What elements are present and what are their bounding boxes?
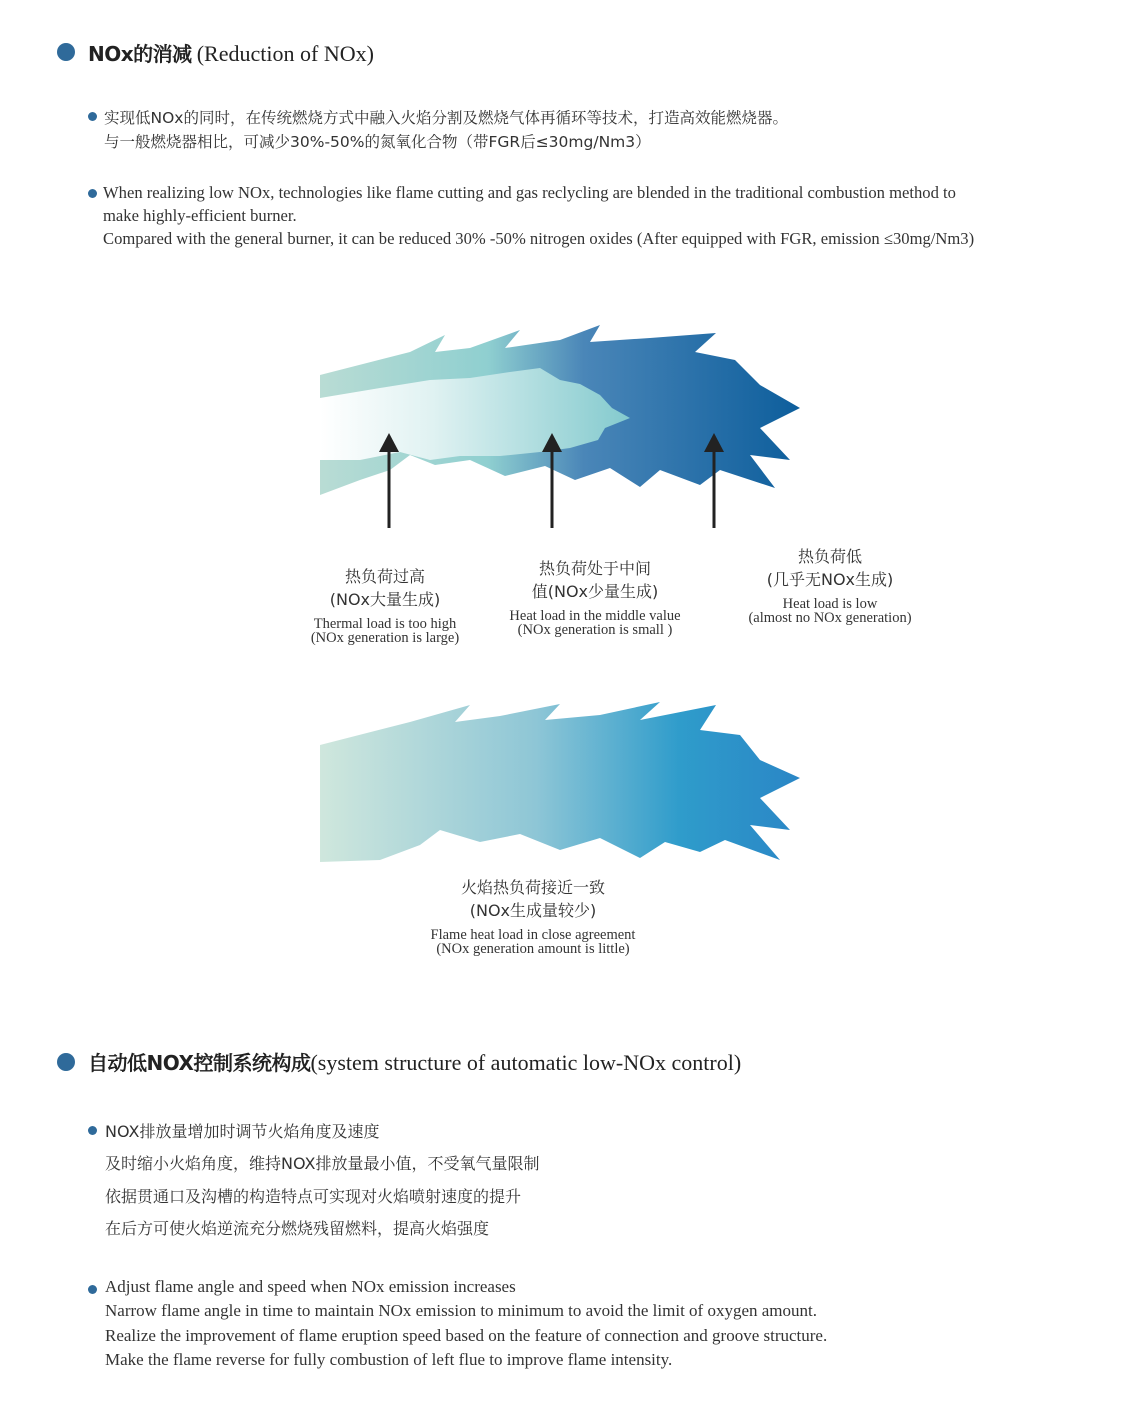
section-bullet-icon bbox=[57, 1053, 75, 1071]
section1-en-line-1: When realizing low NOx, technologies like flame cutting and gas reclycling are blended in the traditional combustion method to bbox=[103, 183, 956, 202]
bullet-icon bbox=[88, 1285, 97, 1294]
section2-heading bbox=[88, 1047, 741, 1076]
arrow-1 bbox=[379, 433, 399, 528]
section1-cn-line-2: 与一般燃烧器相比，可减少30%-50%的氮氧化合物（带FGR后≤30mg/Nm3） bbox=[104, 133, 651, 151]
arrow-2 bbox=[542, 433, 562, 528]
caption-1-en2: (NOx generation is large) bbox=[310, 630, 460, 646]
caption-4-cn1: 火焰热负荷接近一致 bbox=[460, 878, 605, 897]
caption-2-en1: Heat load in the middle value bbox=[509, 608, 681, 624]
arrow-3 bbox=[704, 433, 724, 528]
section2-en-line-4: Make the flame reverse for fully combustion of left flue to improve flame intensity. bbox=[105, 1350, 673, 1369]
caption-heat-low bbox=[675, 545, 985, 625]
section2-heading-en: (system structure of automatic low-NOx control) bbox=[310, 1050, 742, 1075]
caption-3-en2: (almost no NOx generation) bbox=[748, 610, 912, 626]
caption-4-en2: (NOx generation amount is little) bbox=[436, 941, 630, 957]
caption-2-cn2: 值(NOx少量生成) bbox=[531, 582, 659, 601]
caption-4-en1: Flame heat load in close agreement bbox=[430, 927, 636, 943]
section2-en-line-2: Narrow flame angle in time to maintain NOx emission to minimum to avoid the limit of oxygen amount. bbox=[105, 1301, 817, 1320]
caption-4-cn2: (NOx生成量较少) bbox=[469, 901, 597, 920]
caption-3-en1: Heat load is low bbox=[782, 596, 878, 612]
section2-cn-line-2: 及时缩小火焰角度，维持NOX排放量最小值，不受氧气量限制 bbox=[105, 1154, 540, 1173]
caption-1-cn1: 热负荷过高 bbox=[344, 567, 425, 586]
section2-heading-cn: 自动低NOX控制系统构成 bbox=[88, 1051, 311, 1075]
section2-cn-line-3: 依据贯通口及沟槽的构造特点可实现对火焰喷射速度的提升 bbox=[105, 1187, 522, 1206]
section1-en-line-2: make highly-efficient burner. bbox=[103, 206, 297, 225]
section1-cn-line-1: 实现低NOx的同时，在传统燃烧方式中融入火焰分割及燃烧气体再循环等技术，打造高效能燃烧器。 bbox=[104, 109, 788, 127]
section1-heading-en: (Reduction of NOx) bbox=[196, 41, 374, 66]
caption-2-en2: (NOx generation is small ) bbox=[517, 622, 673, 638]
caption-3-cn2: (几乎无NOx生成) bbox=[766, 570, 894, 589]
section2-cn-line-1: NOX排放量增加时调节火焰角度及速度 bbox=[105, 1122, 380, 1141]
section1-en-line-3: Compared with the general burner, it can be reduced 30% -50% nitrogen oxides (After equipped with FGR, emission ≤30mg/Nm3) bbox=[103, 229, 975, 248]
section1-heading-cn: NOx的消减 bbox=[88, 42, 192, 66]
flame-bottom bbox=[320, 702, 800, 862]
caption-2-cn1: 热负荷处于中间 bbox=[538, 559, 651, 578]
section2-cn-line-4: 在后方可使火焰逆流充分燃烧残留燃料，提高火焰强度 bbox=[105, 1219, 490, 1238]
caption-flame-agreement bbox=[378, 876, 688, 956]
caption-1-en1: Thermal load is too high bbox=[313, 616, 457, 632]
section2-en-line-1: Adjust flame angle and speed when NOx emission increases bbox=[105, 1277, 516, 1296]
caption-1-cn2: (NOx大量生成) bbox=[329, 590, 441, 609]
caption-3-cn1: 热负荷低 bbox=[797, 547, 862, 566]
section2-en-line-3: Realize the improvement of flame eruption speed based on the feature of connection and groove structure. bbox=[105, 1326, 828, 1345]
bullet-icon bbox=[88, 1126, 97, 1135]
